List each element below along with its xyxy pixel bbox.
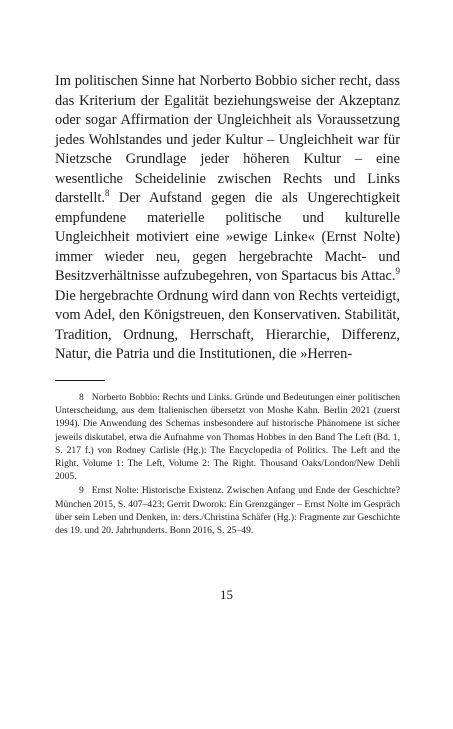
footnote-ref[interactable]: 9 — [395, 266, 400, 277]
text-segment: Die hergebrachte Ordnung wird dann von Rechts verteidigt, vom Adel, den Königstreuen, den Konservativen. Stabilität, Tradition, Ordnung, Herrschaft, Hierarchie, Differenz, Natur, die Patria und die Institutionen, die »Herren- — [55, 287, 401, 362]
footnote-text: Ernst Nolte: Historische Existenz. Zwischen Anfang und Ende der Geschichte? München 2015, S. 407–423; Gerrit Dworok: Ein Grenzgänger – Ernst Nolte im Gespräch über sein Leben und Denken, in: ders./Christina Schäfer (Hg.): Fragmente zur Geschichte des 19. und 20. Jahrhunderts. Bonn 2016, S. 25–49. — [55, 485, 400, 537]
footnote — [55, 391, 400, 483]
page-number: 15 — [220, 587, 233, 602]
main-text — [55, 72, 400, 365]
text-segment: Der Aufstand gegen die als Ungerechtigkeit empfundene materielle politische und kulturelle Ungleichheit motiviert eine »ewige Linke« (Ernst Nolte) immer wieder neu, gegen hergebrachte Macht- und Besitzverhältnisse aufzubegehren, von Spartacus bis Attac. — [55, 190, 400, 284]
footnote-ref[interactable]: 8 — [104, 188, 110, 199]
footnote-number: 9 — [79, 485, 84, 497]
footnote-number: 8 — [79, 392, 84, 403]
text-segment: Im politischen Sinne hat Norberto Bobbio sicher recht, dass das Kriterium der Egalität beziehungsweise der Akzeptanz oder sogar Affirmation der Ungleichheit als Voraussetzung jedes Wohlstandes und jeder Kultur – Ungleichheit war für Nietzsche Grundlage jeder höheren Kultur – eine wesentliche Scheidelinie zwischen Rechts und Links darstellt. — [55, 73, 400, 206]
paragraph — [55, 72, 400, 365]
footnote-divider — [55, 380, 105, 381]
footnote — [55, 484, 400, 537]
footnote-text: Norberto Bobbio: Rechts und Links. Gründe und Bedeutungen einer politischen Unterscheidung, aus dem Italienischen übersetzt von Moshe Kahn. Berlin 2021 (zuerst 1994). Die Anwendung des Schemas insbesondere auf historische Phänomene ist sicher jeweils diskutabel, etwa die Aufnahme von Thomas Hobbes in den Band The Left (Bd. 1, S. 217 f.) von Rodney Carlisle (Hg.): The Encyclopedia of Politics. The Left and the Right. Volume 1: The Left, Volume 2: The Right. Thousand Oaks/London/New Dehli 2005. — [55, 392, 400, 483]
footnotes — [55, 391, 400, 538]
